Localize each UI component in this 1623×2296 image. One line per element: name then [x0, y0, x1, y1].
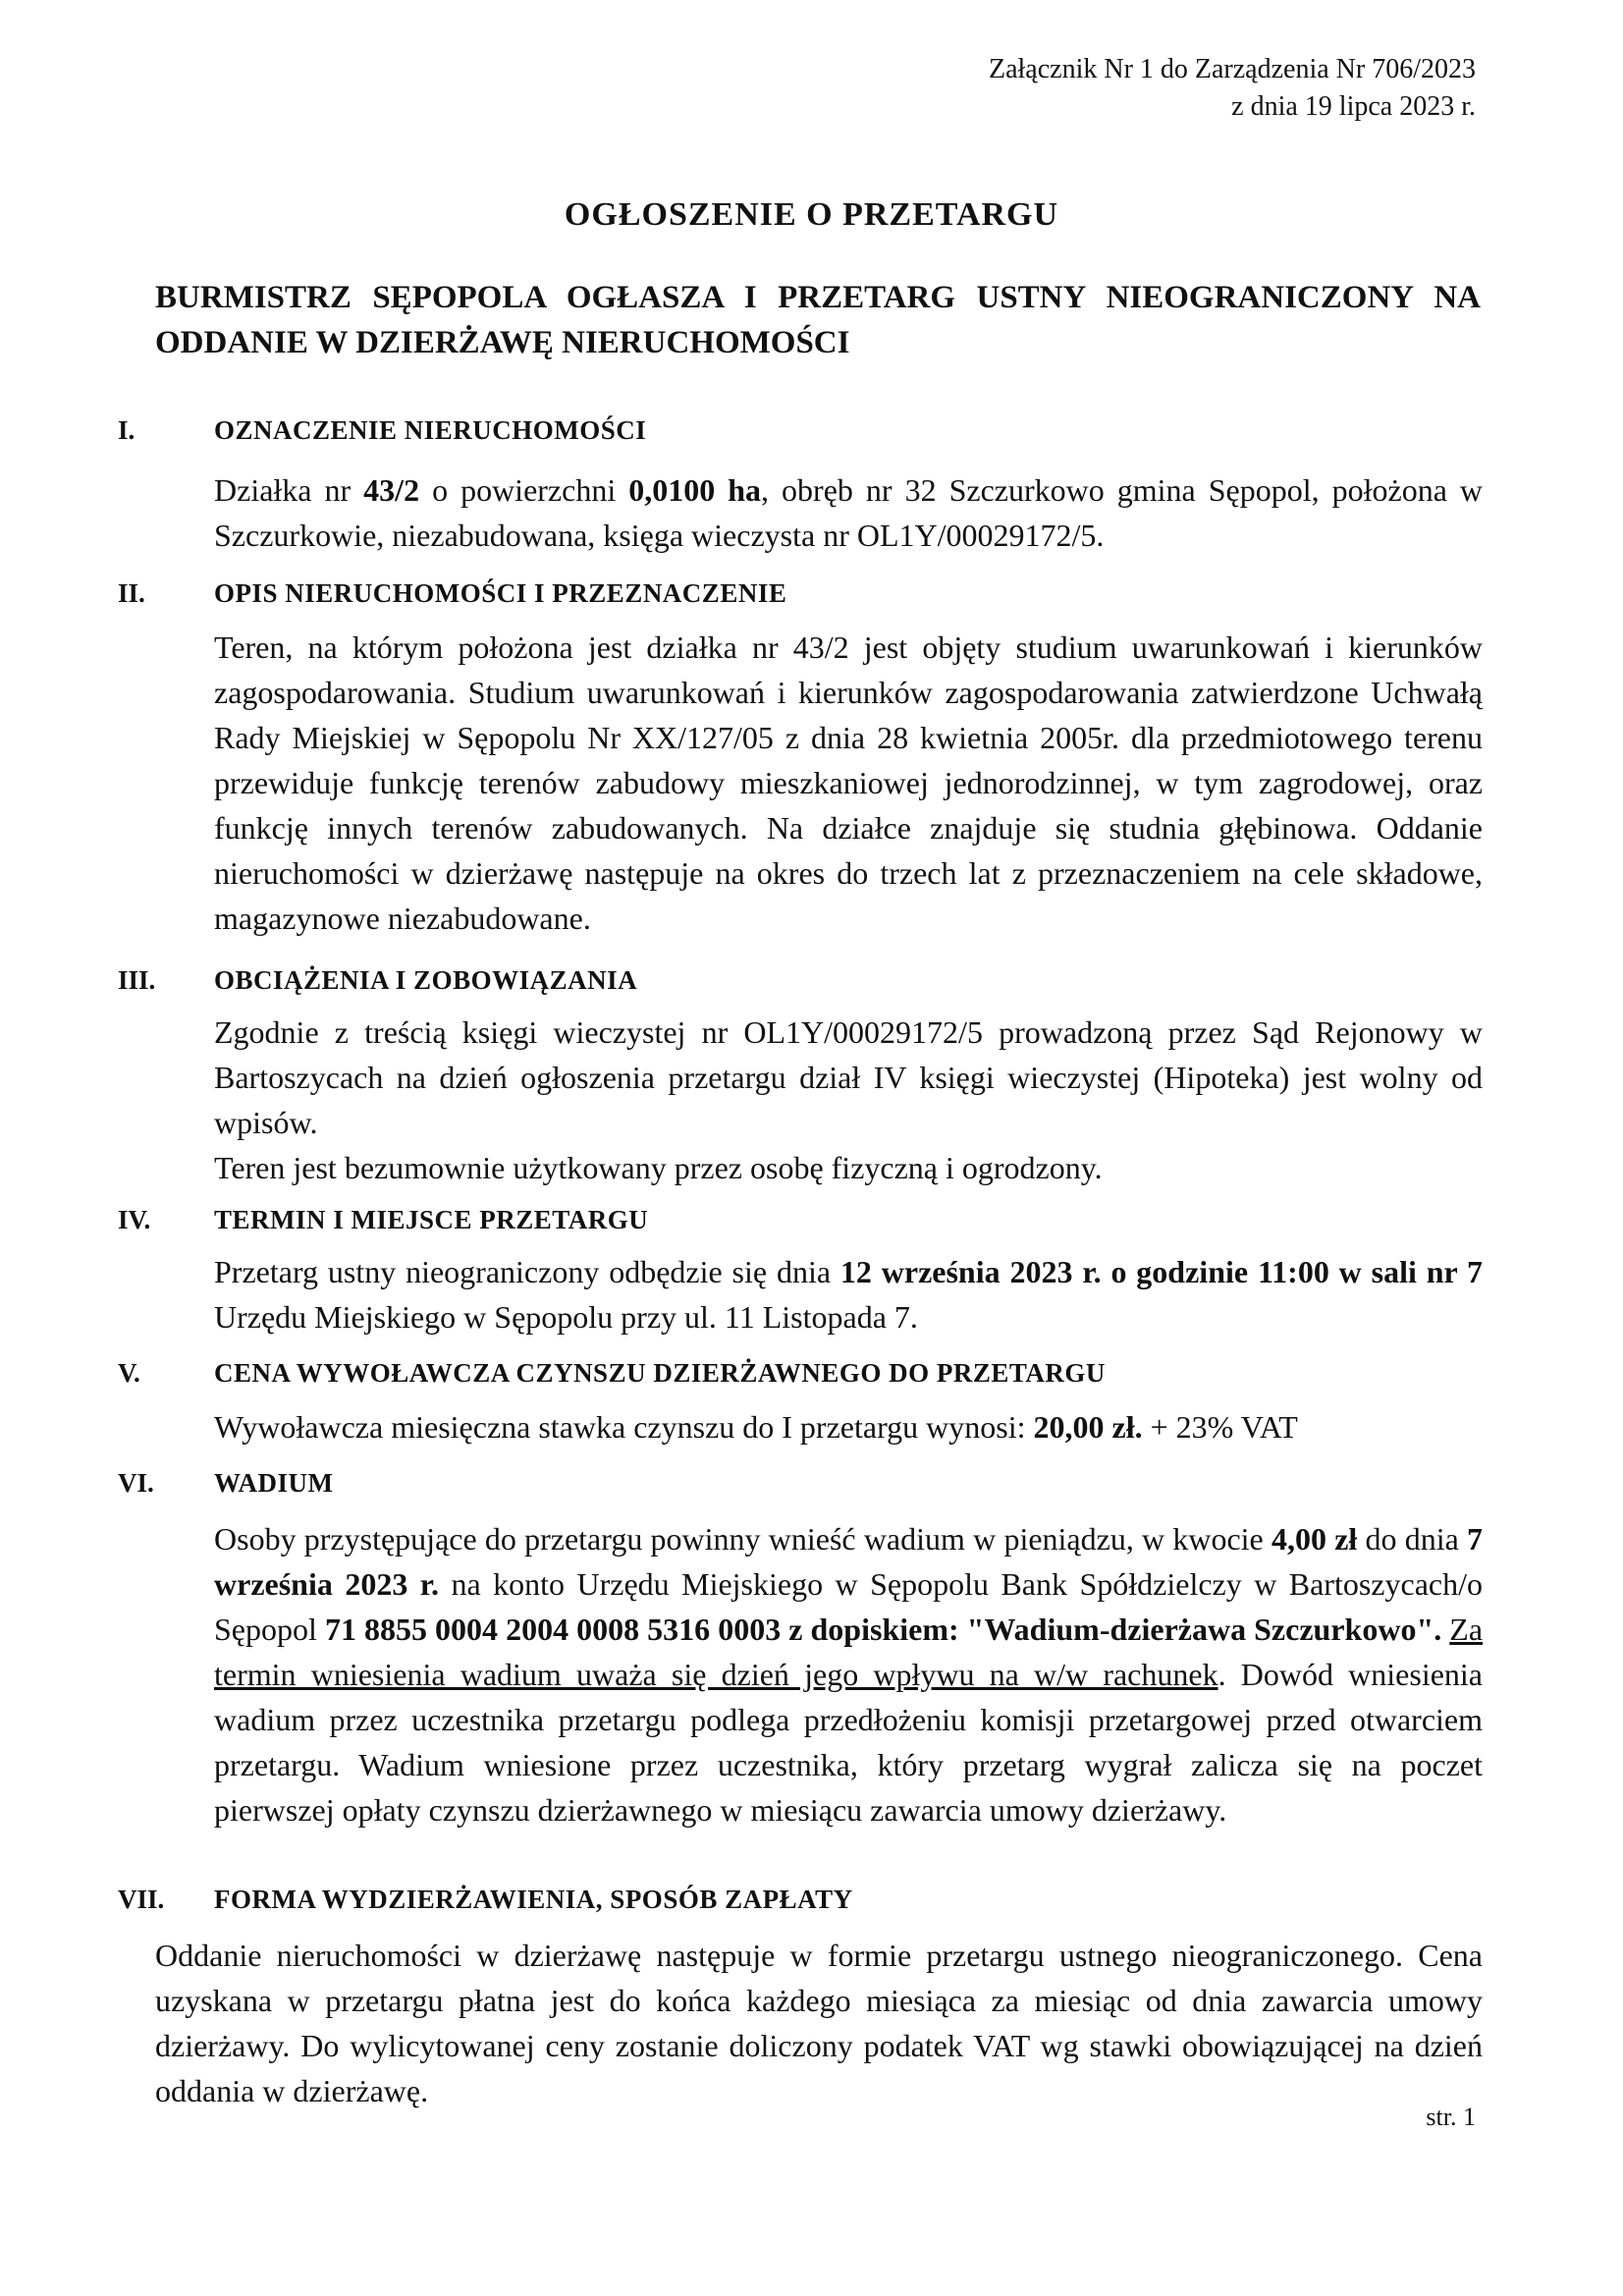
section-heading-5 — [0, 1353, 1623, 1393]
section-title: WADIUM — [214, 1468, 334, 1498]
section-heading-1 — [0, 410, 1623, 450]
section-number: III. — [118, 965, 156, 995]
section-body-6: Osoby przystępujące do przetargu powinny wnieść wadium w pieniądzu, w kwocie 4,00 zł do dnia 7 września 2023 r. na konto Urzędu Miejskiego w Sępopolu Bank Spółdzielczy w Bartoszycach/o Sępopol 71 8855 0004 2004 0008 5316 0003 z dopiskiem: "Wadium-dzierżawa Szczurkowo". Za termin wniesienia wadium uważa się dzień jego wpływu na w/w rachunek. Dowód wniesienia wadium przez uczestnika przetargu podlega przedłożeniu komisji przetargowej przed otwarciem przetargu. Wadium wniesione przez uczestnika, który przetarg wygrał zalicza się na poczet pierwszej opłaty czynszu dzierżawnego w miesiącu zawarcia umowy dzierżawy. — [214, 1521, 1484, 1828]
section-title: TERMIN I MIEJSCE PRZETARGU — [214, 1205, 649, 1234]
section-body-4: Przetarg ustny nieograniczony odbędzie się dnia 12 września 2023 r. o godzinie 11:00 w sali nr 7 Urzędu Miejskiego w Sępopolu przy ul. 11 Listopada 7. — [214, 1254, 1484, 1335]
section-title: FORMA WYDZIERŻAWIENIA, SPOSÓB ZAPŁATY — [214, 1885, 853, 1914]
section-body-5: Wywoławcza miesięczna stawka czynszu do I przetargu wynosi: 20,00 zł. + 23% VAT — [214, 1409, 1298, 1445]
document-title: OGŁOSZENIE O PRZETARGU — [564, 196, 1059, 233]
section-title: OPIS NIERUCHOMOŚCI I PRZEZNACZENIE — [214, 578, 787, 608]
section-number: II. — [118, 578, 145, 608]
section-heading-3 — [0, 960, 1623, 1000]
annex-line-2: z dnia 19 lipca 2023 r. — [1231, 91, 1476, 122]
section-heading-7 — [0, 1880, 1623, 1919]
section-number: IV. — [118, 1205, 151, 1234]
section-number: VI. — [118, 1468, 154, 1498]
announcement-headline: BURMISTRZ SĘPOPOLA OGŁASZA I PRZETARG USTNY NIEOGRANICZONY NA ODDANIE W DZIERŻAWĘ NIERUCHOMOŚCI — [155, 280, 1481, 360]
section-title: OBCIĄŻENIA I ZOBOWIĄZANIA — [214, 965, 638, 995]
section-body-3: Zgodnie z treścią księgi wieczystej nr OL1Y/00029172/5 prowadzoną przez Sąd Rejonowy w Bartoszycach na dzień ogłoszenia przetargu dział IV księgi wieczystej (Hipoteka) jest wolny od wpisów. Teren jest bezumownie użytkowany przez osobę fizyczną i ogrodzony. — [214, 1014, 1483, 1185]
underlined-note: Za termin wniesienia wadium uważa się dzień jego wpływu na w/w rachunek — [214, 1612, 1484, 1692]
section-heading-6 — [0, 1463, 1623, 1503]
section-heading-4 — [0, 1200, 1623, 1239]
page-number: str. 1 — [1426, 2103, 1476, 2131]
section-title: OZNACZENIE NIERUCHOMOŚCI — [214, 415, 647, 445]
section-heading-2 — [0, 574, 1623, 613]
section-title: CENA WYWOŁAWCZA CZYNSZU DZIERŻAWNEGO DO PRZETARGU — [214, 1358, 1106, 1388]
annex-reference — [989, 51, 1476, 126]
section-body-2: Teren, na którym położona jest działka nr 43/2 jest objęty studium uwarunkowań i kierunków zagospodarowania. Studium uwarunkowań i kierunków zagospodarowania zatwierdzone Uchwałą Rady Miejskiej w Sępopolu Nr XX/127/05 z dnia 28 kwietnia 2005r. dla przedmiotowego terenu przewiduje funkcję terenów zabudowy mieszkaniowej jednorodzinnej, w tym zagrodowej, oraz funkcję innych terenów zabudowanych. Na działce znajduje się studnia głębinowa. Oddanie nieruchomości w dzierżawę następuje na okres do trzech lat z przeznaczeniem na cele składowe, magazynowe niezabudowane. — [214, 629, 1483, 936]
section-body-1: Działka nr 43/2 o powierzchni 0,0100 ha, obręb nr 32 Szczurkowo gmina Sępopol, położona w Szczurkowie, niezabudowana, księga wieczysta nr OL1Y/00029172/5. — [214, 472, 1484, 553]
section-number: I. — [118, 415, 135, 445]
section-number: VII. — [118, 1885, 165, 1914]
section-body-7: Oddanie nieruchomości w dzierżawę następuje w formie przetargu ustnego nieograniczonego. Cena uzyskana w przetargu płatna jest do końca każdego miesiąca za miesiąc od dnia zawarcia umowy dzierżawy. Do wylicytowanej ceny zostanie doliczony podatek VAT wg stawki obowiązującej na dzień oddania w dzierżawę. — [155, 1938, 1483, 2108]
annex-line-1: Załącznik Nr 1 do Zarządzenia Nr 706/2023 — [988, 54, 1476, 84]
section-number: V. — [118, 1358, 140, 1388]
